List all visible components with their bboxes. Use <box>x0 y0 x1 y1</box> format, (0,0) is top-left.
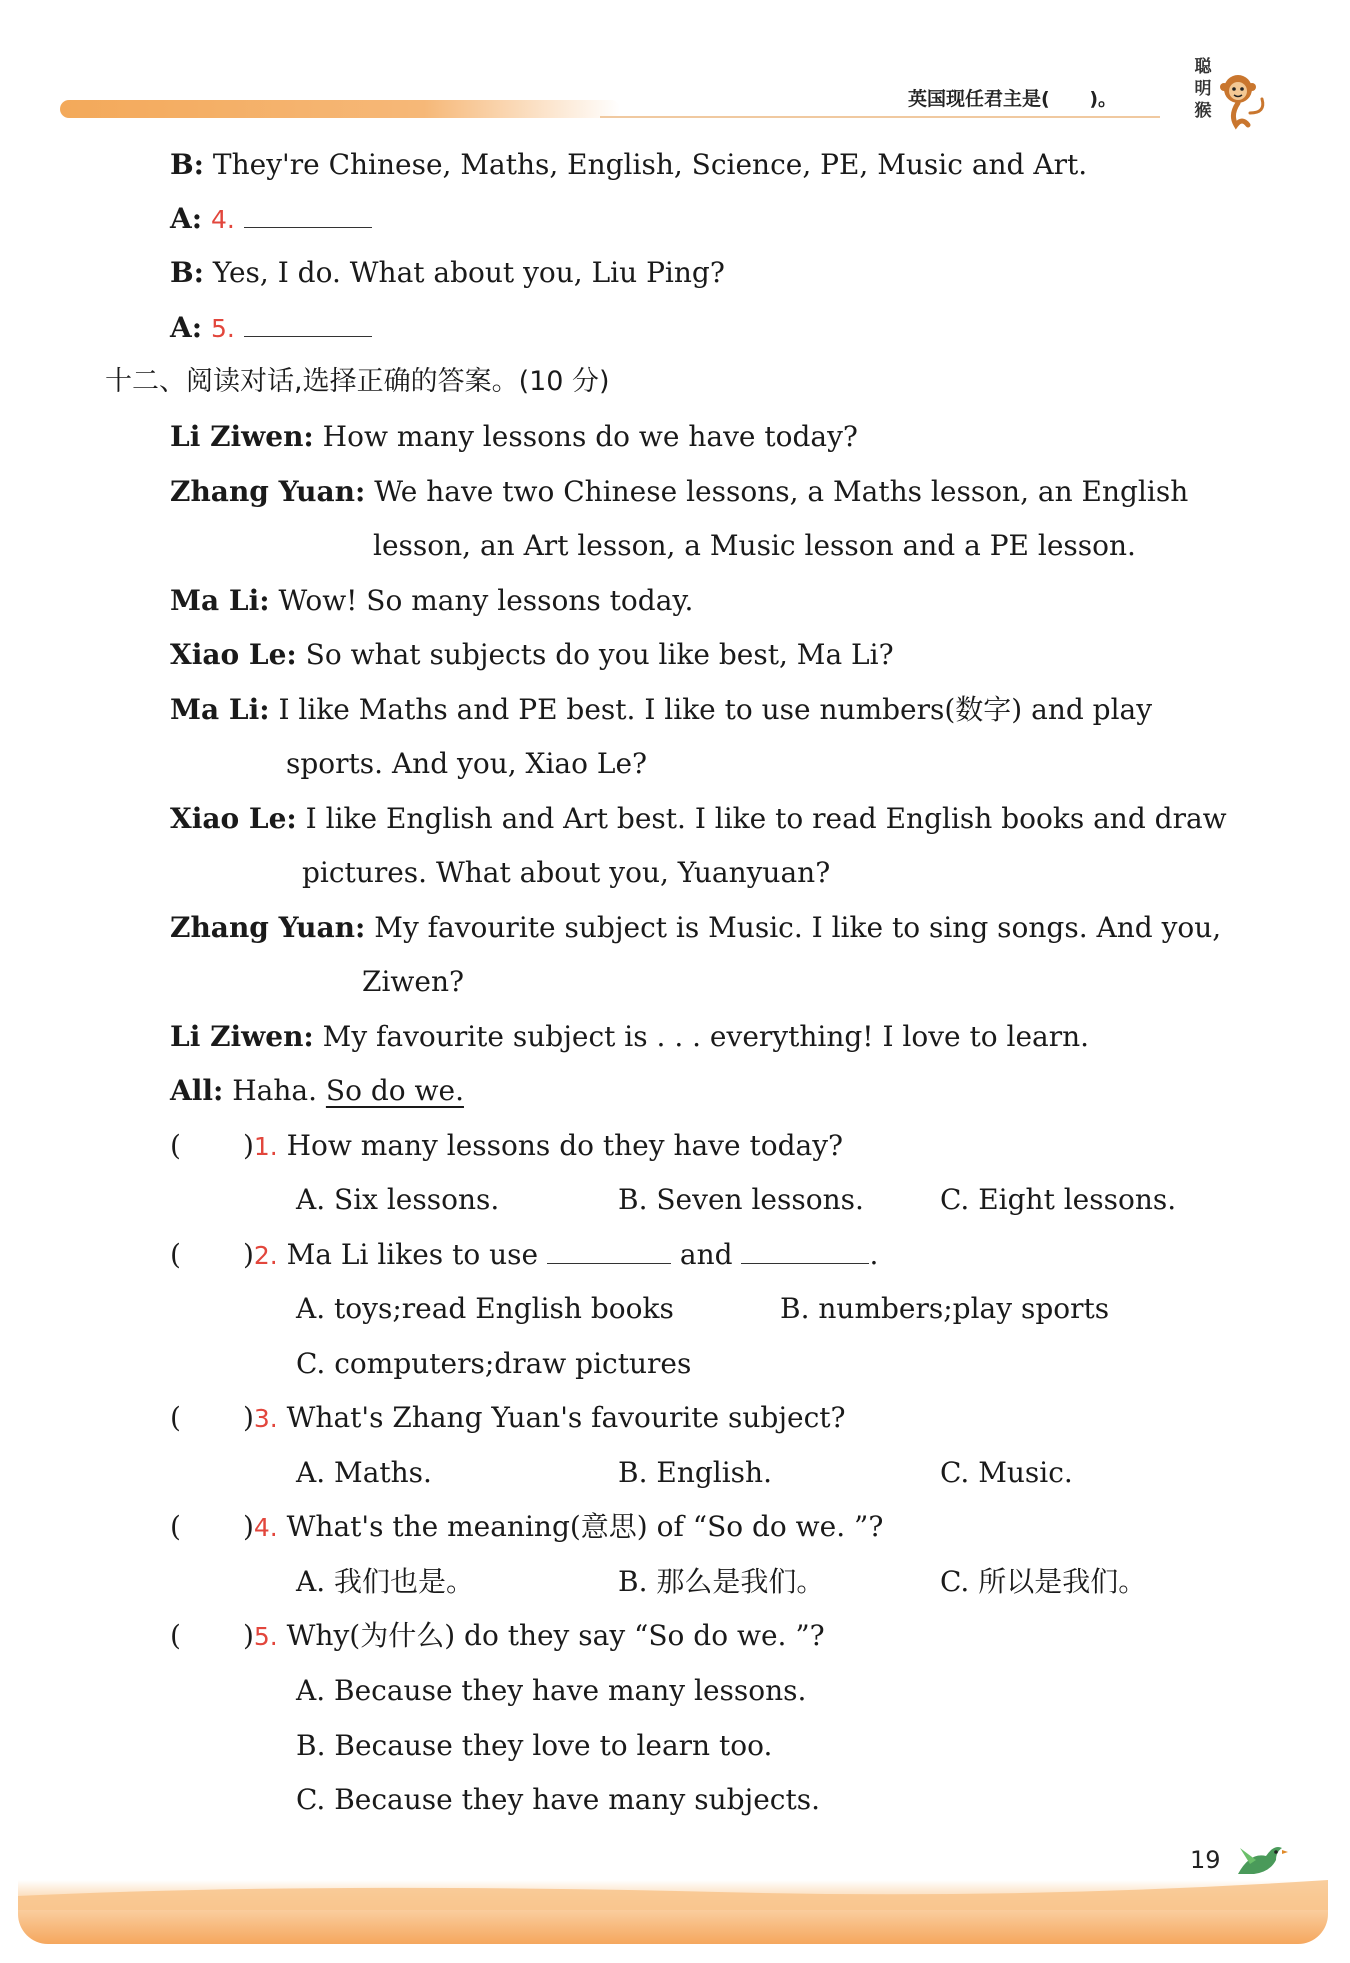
question-3 <box>170 1400 846 1437</box>
mascot-label: 聪明猴 <box>1194 57 1212 121</box>
option-b[interactable]: B. English. <box>618 1456 772 1489</box>
option-a[interactable]: A. toys;read English books <box>296 1292 674 1325</box>
question-text: What's the meaning(意思) of “So do we. ”? <box>286 1510 884 1543</box>
dialogue-continuation: lesson, an Art lesson, a Music lesson and a PE lesson. <box>373 529 1136 562</box>
fill-blank[interactable] <box>741 1262 869 1264</box>
option-c[interactable]: C. computers;draw pictures <box>296 1347 692 1380</box>
fill-blank[interactable] <box>547 1262 671 1264</box>
question-text: . <box>869 1238 879 1271</box>
dialogue-line <box>170 583 693 619</box>
option-a[interactable]: A. Six lessons. <box>296 1183 500 1216</box>
dialogue-text: They're Chinese, Maths, English, Science, PE, Music and Art. <box>212 148 1088 181</box>
question-2 <box>170 1237 878 1274</box>
header-trivia-question: 英国现任君主是( )。 <box>908 88 1118 110</box>
section-title: 十二、阅读对话,选择正确的答案。(10 分) <box>105 366 610 397</box>
question-number: 2. <box>253 1241 278 1270</box>
answer-paren-open[interactable]: ( <box>170 1619 181 1652</box>
dialogue-line-b2 <box>170 255 725 291</box>
speaker-label: Li Ziwen: <box>170 1020 314 1053</box>
option-c[interactable]: C. Eight lessons. <box>940 1183 1177 1216</box>
dialogue-line <box>170 801 1227 837</box>
speaker-label: Xiao Le: <box>170 802 297 835</box>
dialogue-line <box>170 692 1152 728</box>
footer-wave <box>18 1876 1328 1910</box>
speaker-label: Zhang Yuan: <box>170 911 366 944</box>
dialogue-line <box>170 1019 1089 1055</box>
dialogue-continuation: pictures. What about you, Yuanyuan? <box>302 856 831 889</box>
dialogue-line-a4 <box>170 201 372 238</box>
speaker-label: B: <box>170 148 205 181</box>
dialogue-continuation: sports. And you, Xiao Le? <box>286 747 648 780</box>
dialogue-text: Wow! So many lessons today. <box>278 584 694 617</box>
answer-paren-open[interactable]: ( <box>170 1510 181 1543</box>
dialogue-line <box>170 637 894 673</box>
dialogue-continuation: Ziwen? <box>362 965 464 998</box>
question-5 <box>170 1618 825 1655</box>
question-number: 5. <box>253 1622 278 1651</box>
option-b[interactable]: B. 那么是我们。 <box>618 1565 825 1598</box>
answer-paren-open[interactable]: ( <box>170 1129 181 1162</box>
header-rule <box>600 116 1160 118</box>
answer-paren-close: ) <box>242 1619 254 1652</box>
question-text: How many lessons do they have today? <box>286 1129 844 1162</box>
option-a[interactable]: A. Because they have many lessons. <box>296 1674 807 1707</box>
option-c[interactable]: C. Music. <box>940 1456 1073 1489</box>
answer-paren-open[interactable]: ( <box>170 1238 181 1271</box>
bird-icon <box>1232 1834 1288 1882</box>
dialogue-line-a5 <box>170 310 372 347</box>
dialogue-text: I like Maths and PE best. I like to use numbers(数字) and play <box>278 693 1153 726</box>
speaker-label: A: <box>170 311 203 344</box>
dialogue-text: Haha. <box>232 1074 317 1107</box>
answer-paren-close: ) <box>242 1401 254 1434</box>
header-stripe <box>60 100 620 118</box>
speaker-label: Ma Li: <box>170 584 270 617</box>
dialogue-text: My favourite subject is Music. I like to sing songs. And you, <box>374 911 1222 944</box>
speaker-label: B: <box>170 256 205 289</box>
answer-paren-close: ) <box>242 1238 254 1271</box>
dialogue-line <box>170 1073 464 1109</box>
dialogue-line-b1 <box>170 147 1087 183</box>
option-b[interactable]: B. Because they love to learn too. <box>296 1729 773 1762</box>
speaker-label: All: <box>170 1074 224 1107</box>
question-number: 4. <box>253 1513 278 1542</box>
question-text: Ma Li likes to use <box>286 1238 539 1271</box>
dialogue-text: So what subjects do you like best, Ma Li? <box>305 638 894 671</box>
question-1 <box>170 1128 843 1165</box>
speaker-label: Xiao Le: <box>170 638 297 671</box>
question-text: and <box>679 1238 733 1271</box>
answer-blank[interactable] <box>244 335 372 337</box>
option-a[interactable]: A. 我们也是。 <box>296 1565 475 1598</box>
question-number: 4. <box>210 205 235 234</box>
question-4 <box>170 1509 883 1546</box>
dialogue-line <box>170 419 858 455</box>
question-number: 1. <box>253 1132 278 1161</box>
answer-paren-open[interactable]: ( <box>170 1401 181 1434</box>
option-b[interactable]: B. Seven lessons. <box>618 1183 864 1216</box>
answer-blank[interactable] <box>244 226 372 228</box>
dialogue-text: We have two Chinese lessons, a Maths lesson, an English <box>374 475 1189 508</box>
speaker-label: A: <box>170 202 203 235</box>
question-number: 3. <box>253 1404 278 1433</box>
underlined-phrase: So do we. <box>325 1074 464 1107</box>
speaker-label: Ma Li: <box>170 693 270 726</box>
question-text: Why(为什么) do they say “So do we. ”? <box>286 1619 825 1652</box>
dialogue-text: I like English and Art best. I like to read English books and draw <box>305 802 1227 835</box>
speaker-label: Li Ziwen: <box>170 420 314 453</box>
answer-paren-close: ) <box>242 1510 254 1543</box>
option-a[interactable]: A. Maths. <box>296 1456 432 1489</box>
option-b[interactable]: B. numbers;play sports <box>780 1292 1110 1325</box>
page-number: 19 <box>1190 1846 1221 1874</box>
option-c[interactable]: C. 所以是我们。 <box>940 1565 1147 1598</box>
speaker-label: Zhang Yuan: <box>170 475 366 508</box>
dialogue-line <box>170 474 1188 510</box>
question-number: 5. <box>210 314 235 343</box>
answer-paren-close: ) <box>242 1129 254 1162</box>
question-text: What's Zhang Yuan's favourite subject? <box>286 1401 846 1434</box>
dialogue-text: My favourite subject is . . . everything! I love to learn. <box>322 1020 1090 1053</box>
dialogue-text: Yes, I do. What about you, Liu Ping? <box>212 256 725 289</box>
dialogue-line <box>170 910 1221 946</box>
dialogue-text: How many lessons do we have today? <box>322 420 858 453</box>
option-c[interactable]: C. Because they have many subjects. <box>296 1783 820 1816</box>
